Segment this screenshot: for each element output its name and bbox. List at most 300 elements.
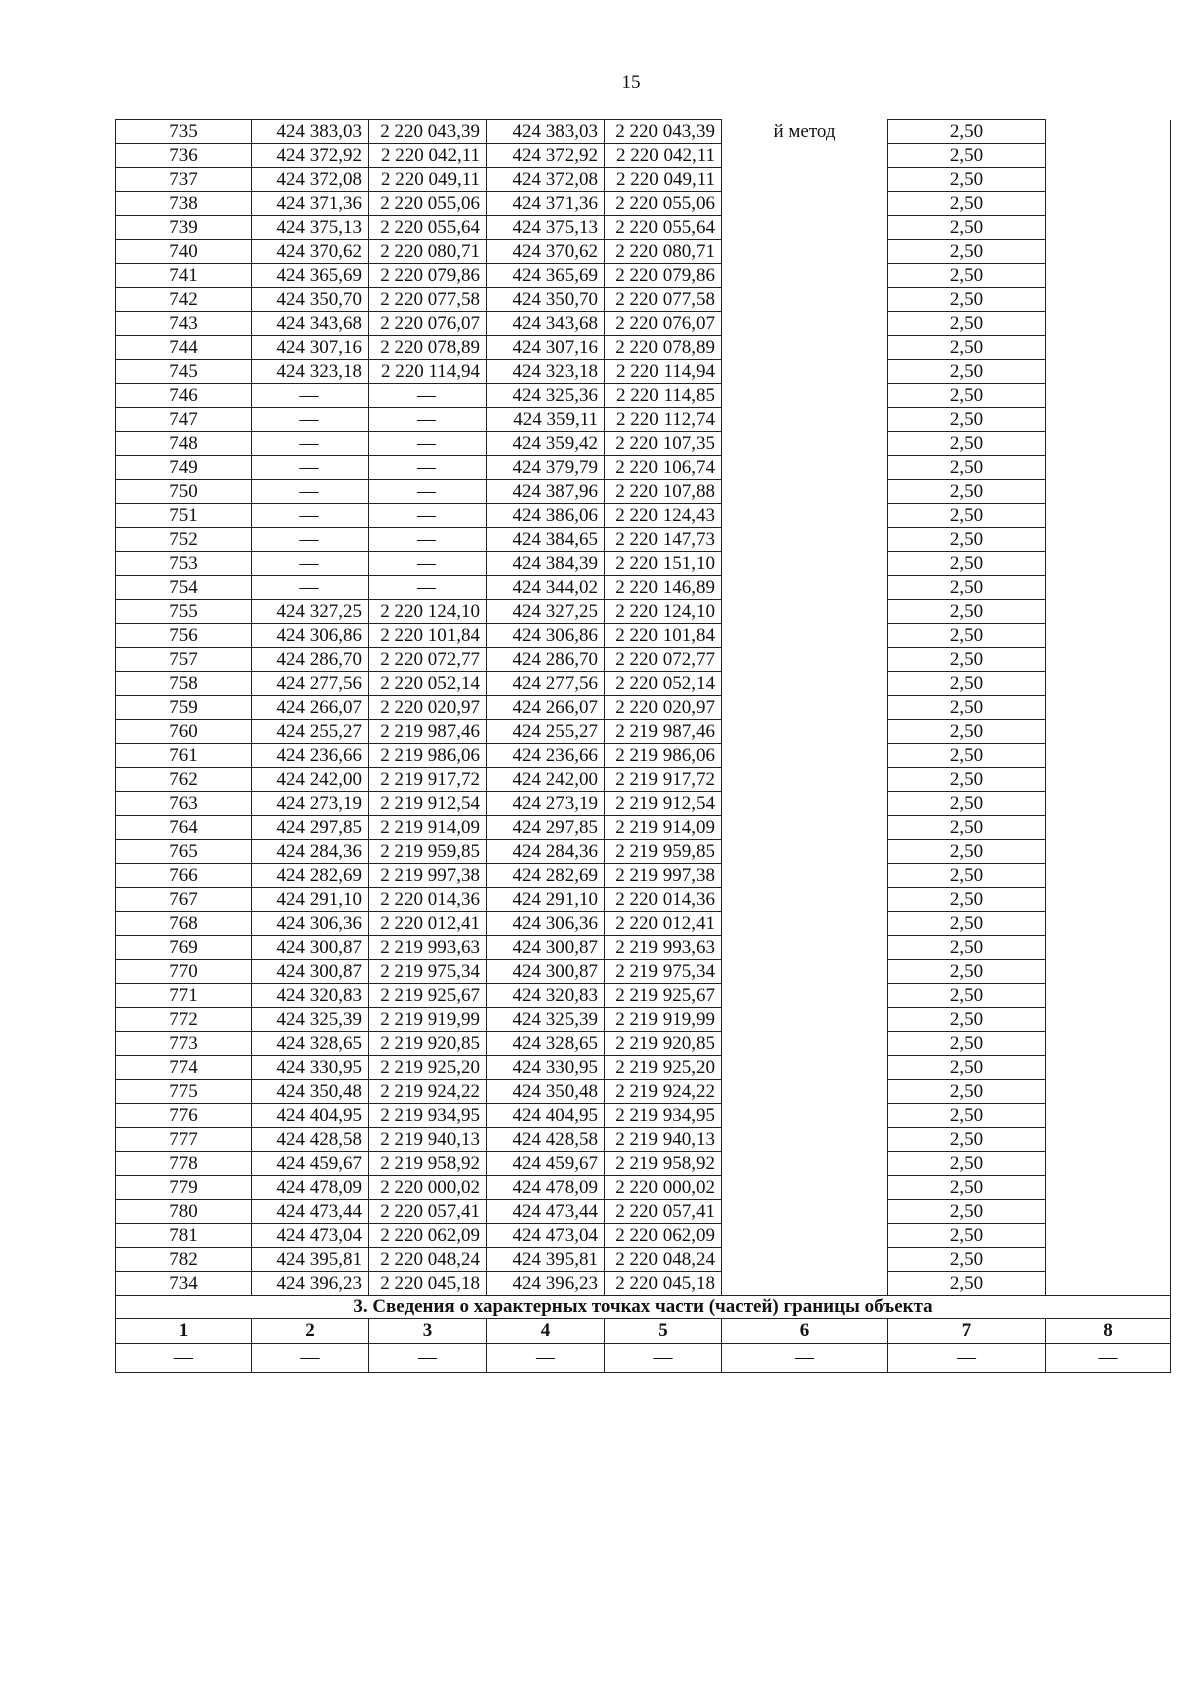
point-number-cell: 757 (116, 648, 252, 672)
x-new-cell: 424 395,81 (487, 1248, 605, 1272)
x-existing-cell: 424 372,08 (252, 168, 369, 192)
y-existing-cell: 2 220 052,14 (369, 672, 487, 696)
method-cell: й метод (722, 120, 888, 1296)
point-number-cell: 764 (116, 816, 252, 840)
x-new-cell: 424 370,62 (487, 240, 605, 264)
y-new-cell: 2 219 987,46 (605, 720, 722, 744)
point-number-cell: 747 (116, 408, 252, 432)
y-existing-cell: 2 220 078,89 (369, 336, 487, 360)
column-header: 8 (1046, 1319, 1171, 1344)
point-number-cell: 778 (116, 1152, 252, 1176)
table-row (116, 528, 1171, 552)
y-existing-cell: 2 220 020,97 (369, 696, 487, 720)
point-number-cell: 761 (116, 744, 252, 768)
accuracy-cell: 2,50 (888, 1248, 1046, 1272)
x-new-cell: 424 277,56 (487, 672, 605, 696)
accuracy-cell: 2,50 (888, 1056, 1046, 1080)
y-new-cell: 2 219 924,22 (605, 1080, 722, 1104)
accuracy-cell: 2,50 (888, 960, 1046, 984)
table-row (116, 720, 1171, 744)
table-row (116, 1080, 1171, 1104)
empty-cell: — (722, 1344, 888, 1373)
x-existing-cell: 424 300,87 (252, 936, 369, 960)
x-new-cell: 424 255,27 (487, 720, 605, 744)
column-header: 6 (722, 1319, 888, 1344)
table-row (116, 696, 1171, 720)
y-new-cell: 2 220 107,35 (605, 432, 722, 456)
table-row (116, 888, 1171, 912)
accuracy-cell: 2,50 (888, 600, 1046, 624)
y-new-cell: 2 220 072,77 (605, 648, 722, 672)
point-number-cell: 766 (116, 864, 252, 888)
point-number-cell: 773 (116, 1032, 252, 1056)
y-new-cell: 2 220 106,74 (605, 456, 722, 480)
x-existing-cell: 424 350,70 (252, 288, 369, 312)
accuracy-cell: 2,50 (888, 576, 1046, 600)
x-new-cell: 424 286,70 (487, 648, 605, 672)
y-new-cell: 2 219 925,67 (605, 984, 722, 1008)
table-row (116, 120, 1171, 144)
y-existing-cell: 2 219 975,34 (369, 960, 487, 984)
column-header: 4 (487, 1319, 605, 1344)
accuracy-cell: 2,50 (888, 1152, 1046, 1176)
x-existing-cell: 424 277,56 (252, 672, 369, 696)
y-new-cell: 2 219 912,54 (605, 792, 722, 816)
x-existing-cell: 424 350,48 (252, 1080, 369, 1104)
point-number-cell: 739 (116, 216, 252, 240)
accuracy-cell: 2,50 (888, 432, 1046, 456)
table-row (116, 1056, 1171, 1080)
point-number-cell: 777 (116, 1128, 252, 1152)
table-row (116, 456, 1171, 480)
x-existing-cell: 424 306,86 (252, 624, 369, 648)
y-existing-cell: 2 220 048,24 (369, 1248, 487, 1272)
x-existing-cell: 424 328,65 (252, 1032, 369, 1056)
column-header: 5 (605, 1319, 722, 1344)
accuracy-cell: 2,50 (888, 648, 1046, 672)
x-existing-cell: 424 473,04 (252, 1224, 369, 1248)
y-existing-cell: 2 220 114,94 (369, 360, 487, 384)
x-new-cell: 424 323,18 (487, 360, 605, 384)
x-new-cell: 424 396,23 (487, 1272, 605, 1296)
point-number-cell: 758 (116, 672, 252, 696)
y-existing-cell: 2 220 000,02 (369, 1176, 487, 1200)
x-existing-cell: 424 306,36 (252, 912, 369, 936)
y-existing-cell: 2 220 077,58 (369, 288, 487, 312)
point-number-cell: 762 (116, 768, 252, 792)
y-new-cell: 2 220 112,74 (605, 408, 722, 432)
table-row (116, 768, 1171, 792)
column-header: 3 (369, 1319, 487, 1344)
accuracy-cell: 2,50 (888, 936, 1046, 960)
x-existing-cell: 424 284,36 (252, 840, 369, 864)
x-new-cell: 424 297,85 (487, 816, 605, 840)
table-row (116, 1224, 1171, 1248)
accuracy-cell: 2,50 (888, 1272, 1046, 1296)
y-existing-cell: 2 220 124,10 (369, 600, 487, 624)
x-existing-cell: 424 371,36 (252, 192, 369, 216)
accuracy-cell: 2,50 (888, 840, 1046, 864)
x-new-cell: 424 384,65 (487, 528, 605, 552)
point-number-cell: 760 (116, 720, 252, 744)
x-new-cell: 424 350,48 (487, 1080, 605, 1104)
x-existing-cell: — (252, 576, 369, 600)
point-number-cell: 775 (116, 1080, 252, 1104)
point-number-cell: 753 (116, 552, 252, 576)
x-new-cell: 424 273,19 (487, 792, 605, 816)
table-row (116, 1008, 1171, 1032)
y-existing-cell: — (369, 432, 487, 456)
point-number-cell: 774 (116, 1056, 252, 1080)
y-new-cell: 2 219 958,92 (605, 1152, 722, 1176)
y-existing-cell: 2 220 057,41 (369, 1200, 487, 1224)
x-existing-cell: 424 395,81 (252, 1248, 369, 1272)
x-existing-cell: 424 375,13 (252, 216, 369, 240)
x-existing-cell: 424 325,39 (252, 1008, 369, 1032)
point-number-cell: 735 (116, 120, 252, 144)
x-existing-cell: 424 297,85 (252, 816, 369, 840)
y-new-cell: 2 220 107,88 (605, 480, 722, 504)
table-row (116, 264, 1171, 288)
table-row (116, 1032, 1171, 1056)
x-new-cell: 424 365,69 (487, 264, 605, 288)
accuracy-cell: 2,50 (888, 1224, 1046, 1248)
x-new-cell: 424 478,09 (487, 1176, 605, 1200)
table-row (116, 432, 1171, 456)
y-new-cell: 2 219 917,72 (605, 768, 722, 792)
y-new-cell: 2 219 934,95 (605, 1104, 722, 1128)
y-new-cell: 2 220 042,11 (605, 144, 722, 168)
y-new-cell: 2 220 124,43 (605, 504, 722, 528)
x-new-cell: 424 384,39 (487, 552, 605, 576)
column-header: 1 (116, 1319, 252, 1344)
point-number-cell: 767 (116, 888, 252, 912)
x-new-cell: 424 307,16 (487, 336, 605, 360)
x-new-cell: 424 291,10 (487, 888, 605, 912)
y-existing-cell: — (369, 480, 487, 504)
accuracy-cell: 2,50 (888, 120, 1046, 144)
description-cell (1046, 120, 1171, 1296)
accuracy-cell: 2,50 (888, 528, 1046, 552)
point-number-cell: 754 (116, 576, 252, 600)
x-existing-cell: 424 478,09 (252, 1176, 369, 1200)
y-new-cell: 2 220 043,39 (605, 120, 722, 144)
empty-cell: — (369, 1344, 487, 1373)
y-new-cell: 2 220 057,41 (605, 1200, 722, 1224)
y-new-cell: 2 219 925,20 (605, 1056, 722, 1080)
point-number-cell: 781 (116, 1224, 252, 1248)
x-existing-cell: 424 330,95 (252, 1056, 369, 1080)
point-number-cell: 772 (116, 1008, 252, 1032)
y-existing-cell: 2 219 917,72 (369, 768, 487, 792)
table-row (116, 408, 1171, 432)
x-new-cell: 424 383,03 (487, 120, 605, 144)
table-row (116, 504, 1171, 528)
y-new-cell: 2 219 940,13 (605, 1128, 722, 1152)
column-header-row (116, 1319, 1171, 1344)
point-number-cell: 742 (116, 288, 252, 312)
point-number-cell: 749 (116, 456, 252, 480)
point-number-cell: 768 (116, 912, 252, 936)
table-row (116, 144, 1171, 168)
x-new-cell: 424 242,00 (487, 768, 605, 792)
table-row (116, 576, 1171, 600)
y-existing-cell: 2 220 045,18 (369, 1272, 487, 1296)
y-new-cell: 2 220 055,06 (605, 192, 722, 216)
accuracy-cell: 2,50 (888, 192, 1046, 216)
accuracy-cell: 2,50 (888, 288, 1046, 312)
x-existing-cell: 424 404,95 (252, 1104, 369, 1128)
x-new-cell: 424 379,79 (487, 456, 605, 480)
y-existing-cell: 2 219 914,09 (369, 816, 487, 840)
y-new-cell: 2 220 077,58 (605, 288, 722, 312)
y-existing-cell: 2 219 934,95 (369, 1104, 487, 1128)
x-existing-cell: 424 473,44 (252, 1200, 369, 1224)
table-row (116, 168, 1171, 192)
x-existing-cell: 424 365,69 (252, 264, 369, 288)
x-new-cell: 424 282,69 (487, 864, 605, 888)
accuracy-cell: 2,50 (888, 696, 1046, 720)
accuracy-cell: 2,50 (888, 360, 1046, 384)
y-existing-cell: 2 219 925,20 (369, 1056, 487, 1080)
table-row (116, 480, 1171, 504)
x-existing-cell: 424 383,03 (252, 120, 369, 144)
table-row (116, 1152, 1171, 1176)
x-new-cell: 424 328,65 (487, 1032, 605, 1056)
y-existing-cell: 2 220 049,11 (369, 168, 487, 192)
x-existing-cell: 424 428,58 (252, 1128, 369, 1152)
y-new-cell: 2 220 146,89 (605, 576, 722, 600)
accuracy-cell: 2,50 (888, 624, 1046, 648)
section-title: 3. Сведения о характерных точках части (частей) границы объекта (116, 1296, 1171, 1319)
x-new-cell: 424 387,96 (487, 480, 605, 504)
point-number-cell: 752 (116, 528, 252, 552)
x-existing-cell: 424 343,68 (252, 312, 369, 336)
point-number-cell: 782 (116, 1248, 252, 1272)
x-existing-cell: 424 242,00 (252, 768, 369, 792)
y-existing-cell: — (369, 408, 487, 432)
x-existing-cell: 424 327,25 (252, 600, 369, 624)
y-existing-cell: 2 219 959,85 (369, 840, 487, 864)
y-existing-cell: — (369, 384, 487, 408)
point-number-cell: 750 (116, 480, 252, 504)
point-number-cell: 734 (116, 1272, 252, 1296)
point-number-cell: 769 (116, 936, 252, 960)
table-row (116, 936, 1171, 960)
accuracy-cell: 2,50 (888, 144, 1046, 168)
y-existing-cell: 2 219 925,67 (369, 984, 487, 1008)
point-number-cell: 746 (116, 384, 252, 408)
x-existing-cell: 424 255,27 (252, 720, 369, 744)
table-row (116, 1128, 1171, 1152)
x-new-cell: 424 344,02 (487, 576, 605, 600)
table-row (116, 216, 1171, 240)
point-number-cell: 744 (116, 336, 252, 360)
table-row (116, 1176, 1171, 1200)
x-new-cell: 424 306,86 (487, 624, 605, 648)
y-existing-cell: 2 220 055,06 (369, 192, 487, 216)
table-row (116, 192, 1171, 216)
point-number-cell: 738 (116, 192, 252, 216)
table-row (116, 600, 1171, 624)
y-new-cell: 2 219 959,85 (605, 840, 722, 864)
x-new-cell: 424 359,11 (487, 408, 605, 432)
point-number-cell: 776 (116, 1104, 252, 1128)
accuracy-cell: 2,50 (888, 336, 1046, 360)
y-existing-cell: 2 219 958,92 (369, 1152, 487, 1176)
point-number-cell: 763 (116, 792, 252, 816)
y-existing-cell: 2 220 079,86 (369, 264, 487, 288)
x-new-cell: 424 459,67 (487, 1152, 605, 1176)
x-new-cell: 424 375,13 (487, 216, 605, 240)
x-new-cell: 424 266,07 (487, 696, 605, 720)
x-new-cell: 424 325,39 (487, 1008, 605, 1032)
accuracy-cell: 2,50 (888, 1200, 1046, 1224)
y-existing-cell: — (369, 576, 487, 600)
accuracy-cell: 2,50 (888, 984, 1046, 1008)
point-number-cell: 741 (116, 264, 252, 288)
table-row (116, 912, 1171, 936)
x-existing-cell: 424 307,16 (252, 336, 369, 360)
accuracy-cell: 2,50 (888, 312, 1046, 336)
table-row (116, 792, 1171, 816)
empty-cell: — (605, 1344, 722, 1373)
y-existing-cell: 2 220 012,41 (369, 912, 487, 936)
point-number-cell: 755 (116, 600, 252, 624)
table-row (116, 1272, 1171, 1296)
empty-cell: — (888, 1344, 1046, 1373)
column-header: 7 (888, 1319, 1046, 1344)
x-existing-cell: — (252, 408, 369, 432)
x-new-cell: 424 372,08 (487, 168, 605, 192)
accuracy-cell: 2,50 (888, 816, 1046, 840)
section-row (116, 1296, 1171, 1319)
empty-cell: — (1046, 1344, 1171, 1373)
y-new-cell: 2 220 014,36 (605, 888, 722, 912)
point-number-cell: 736 (116, 144, 252, 168)
y-new-cell: 2 220 076,07 (605, 312, 722, 336)
y-new-cell: 2 220 048,24 (605, 1248, 722, 1272)
empty-cell: — (487, 1344, 605, 1373)
y-existing-cell: 2 219 997,38 (369, 864, 487, 888)
accuracy-cell: 2,50 (888, 744, 1046, 768)
x-new-cell: 424 325,36 (487, 384, 605, 408)
x-new-cell: 424 343,68 (487, 312, 605, 336)
x-existing-cell: — (252, 504, 369, 528)
x-existing-cell: — (252, 480, 369, 504)
accuracy-cell: 2,50 (888, 888, 1046, 912)
x-existing-cell: — (252, 528, 369, 552)
y-new-cell: 2 219 920,85 (605, 1032, 722, 1056)
table-row (116, 240, 1171, 264)
x-existing-cell: — (252, 384, 369, 408)
y-existing-cell: 2 219 924,22 (369, 1080, 487, 1104)
y-new-cell: 2 220 049,11 (605, 168, 722, 192)
point-number-cell: 771 (116, 984, 252, 1008)
y-new-cell: 2 220 045,18 (605, 1272, 722, 1296)
y-existing-cell: 2 220 014,36 (369, 888, 487, 912)
point-number-cell: 780 (116, 1200, 252, 1224)
table-row (116, 1248, 1171, 1272)
accuracy-cell: 2,50 (888, 504, 1046, 528)
x-new-cell: 424 236,66 (487, 744, 605, 768)
point-number-cell: 779 (116, 1176, 252, 1200)
table-row (116, 624, 1171, 648)
point-number-cell: 748 (116, 432, 252, 456)
x-new-cell: 424 372,92 (487, 144, 605, 168)
y-new-cell: 2 220 062,09 (605, 1224, 722, 1248)
y-new-cell: 2 219 975,34 (605, 960, 722, 984)
y-existing-cell: 2 220 101,84 (369, 624, 487, 648)
point-number-cell: 759 (116, 696, 252, 720)
page-number: 15 (621, 72, 641, 93)
y-existing-cell: 2 219 919,99 (369, 1008, 487, 1032)
x-existing-cell: 424 396,23 (252, 1272, 369, 1296)
x-existing-cell: — (252, 456, 369, 480)
y-existing-cell: 2 220 062,09 (369, 1224, 487, 1248)
accuracy-cell: 2,50 (888, 408, 1046, 432)
y-new-cell: 2 220 101,84 (605, 624, 722, 648)
y-new-cell: 2 220 124,10 (605, 600, 722, 624)
x-new-cell: 424 300,87 (487, 936, 605, 960)
accuracy-cell: 2,50 (888, 1032, 1046, 1056)
y-new-cell: 2 220 151,10 (605, 552, 722, 576)
y-new-cell: 2 220 020,97 (605, 696, 722, 720)
point-number-cell: 737 (116, 168, 252, 192)
y-new-cell: 2 220 080,71 (605, 240, 722, 264)
x-new-cell: 424 386,06 (487, 504, 605, 528)
table-row (116, 816, 1171, 840)
y-new-cell: 2 220 000,02 (605, 1176, 722, 1200)
table-row (116, 840, 1171, 864)
y-existing-cell: 2 219 986,06 (369, 744, 487, 768)
point-number-cell: 756 (116, 624, 252, 648)
x-new-cell: 424 371,36 (487, 192, 605, 216)
table-row (116, 312, 1171, 336)
x-existing-cell: 424 273,19 (252, 792, 369, 816)
x-new-cell: 424 404,95 (487, 1104, 605, 1128)
y-existing-cell: — (369, 528, 487, 552)
accuracy-cell: 2,50 (888, 768, 1046, 792)
x-existing-cell: — (252, 432, 369, 456)
x-existing-cell: 424 300,87 (252, 960, 369, 984)
x-new-cell: 424 359,42 (487, 432, 605, 456)
x-existing-cell: 424 372,92 (252, 144, 369, 168)
y-existing-cell: 2 220 080,71 (369, 240, 487, 264)
table-row (116, 384, 1171, 408)
accuracy-cell: 2,50 (888, 216, 1046, 240)
table-row (116, 1200, 1171, 1224)
table-row (116, 552, 1171, 576)
x-existing-cell: 424 282,69 (252, 864, 369, 888)
boundary-points-table (115, 119, 1171, 1373)
x-new-cell: 424 300,87 (487, 960, 605, 984)
accuracy-cell: 2,50 (888, 264, 1046, 288)
y-new-cell: 2 220 052,14 (605, 672, 722, 696)
table-row (116, 864, 1171, 888)
y-new-cell: 2 219 993,63 (605, 936, 722, 960)
x-existing-cell: 424 266,07 (252, 696, 369, 720)
x-new-cell: 424 306,36 (487, 912, 605, 936)
accuracy-cell: 2,50 (888, 1080, 1046, 1104)
table-row (116, 744, 1171, 768)
accuracy-cell: 2,50 (888, 1176, 1046, 1200)
y-new-cell: 2 219 986,06 (605, 744, 722, 768)
y-existing-cell: 2 219 993,63 (369, 936, 487, 960)
accuracy-cell: 2,50 (888, 1008, 1046, 1032)
accuracy-cell: 2,50 (888, 864, 1046, 888)
x-new-cell: 424 327,25 (487, 600, 605, 624)
